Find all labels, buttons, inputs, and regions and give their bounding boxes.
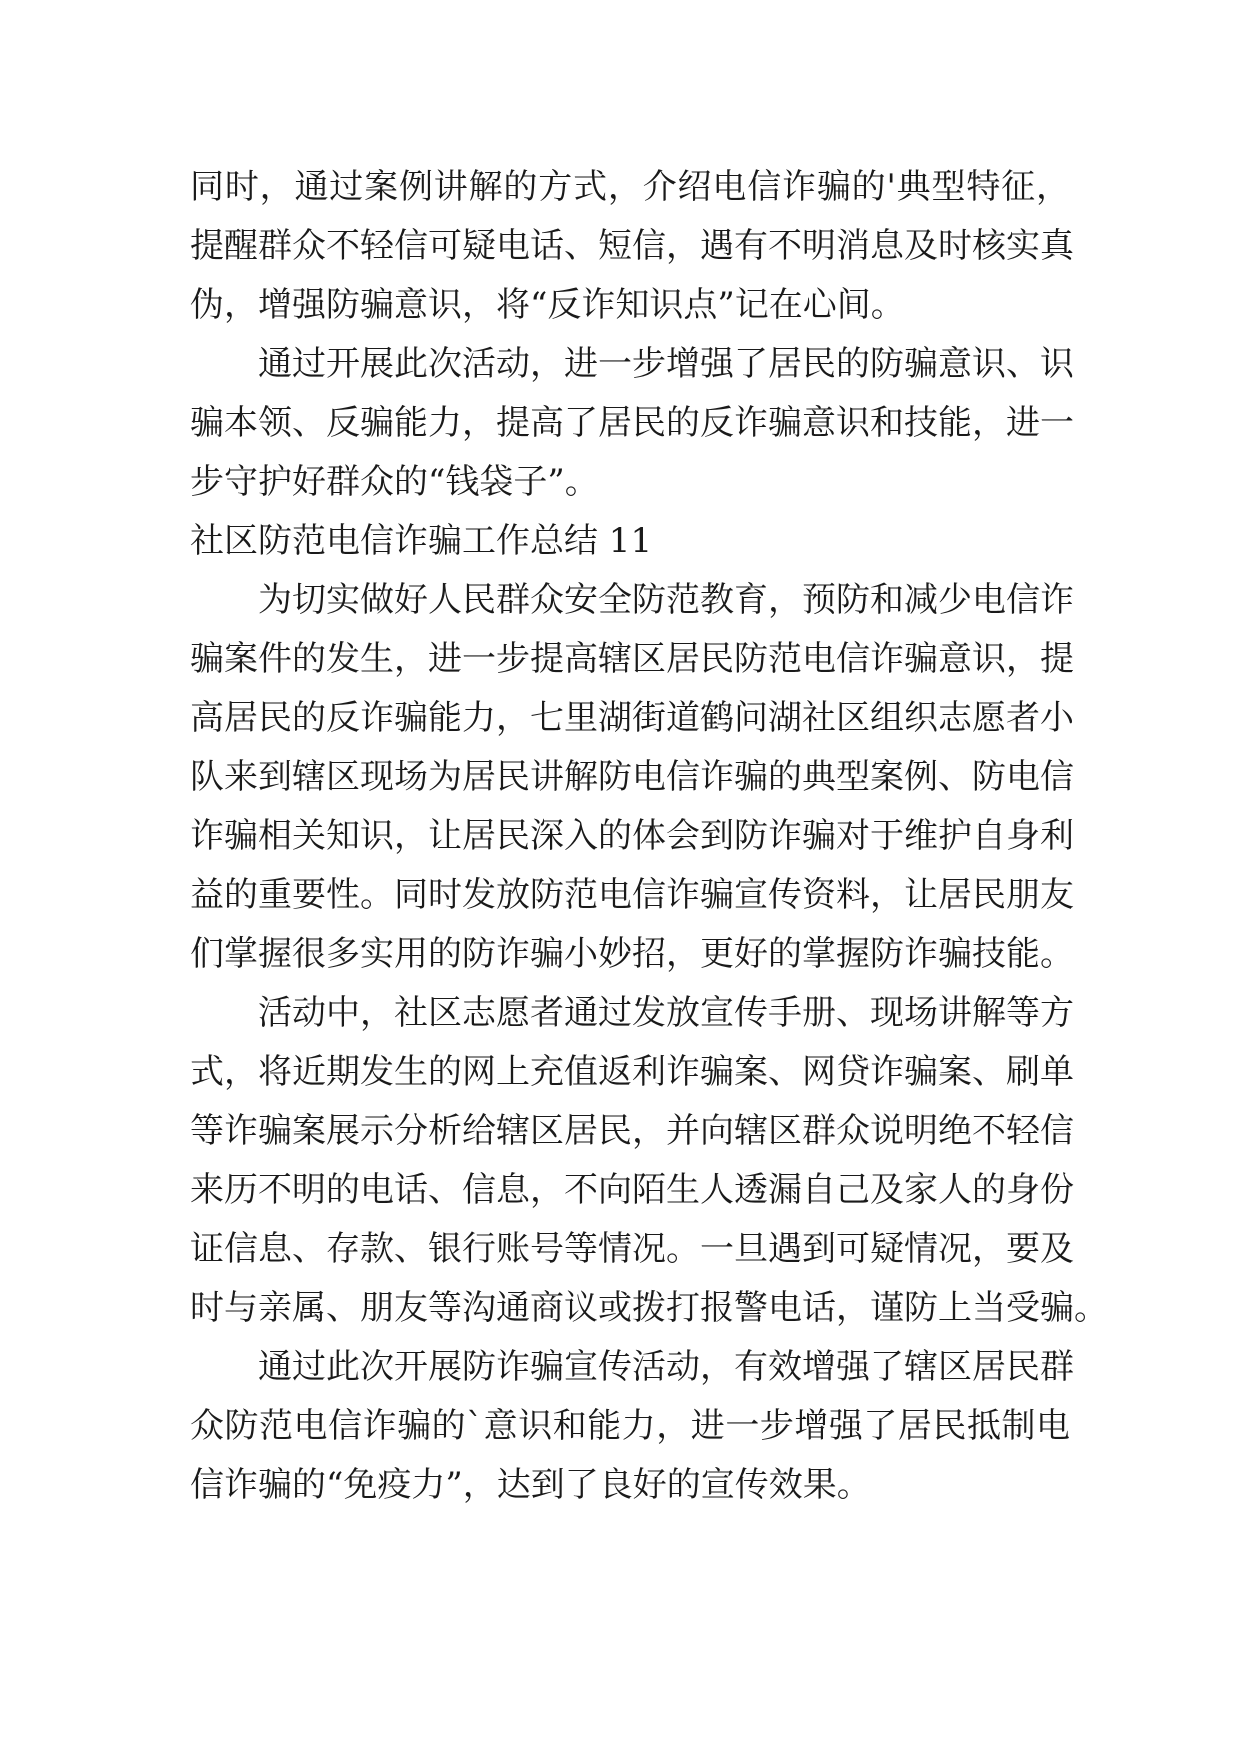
text-line: 步守护好群众的“钱袋子”。 [190,462,599,502]
text-line: 队来到辖区现场为居民讲解防电信诈骗的典型案例、防电信 [190,757,1074,797]
text-line: 益的重要性。同时发放防范电信诈骗宣传资料，让居民朋友 [190,875,1074,915]
text-line: 高居民的反诈骗能力，七里湖街道鹤问湖社区组织志愿者小 [190,698,1074,738]
paragraph-first-line: 通过开展此次活动，进一步增强了居民的防骗意识、识 [258,344,1074,384]
text-line: 骗本领、反骗能力，提高了居民的反诈骗意识和技能，进一 [190,403,1074,443]
section-heading: 社区防范电信诈骗工作总结 11 [190,521,653,561]
text-line: 众防范电信诈骗的`意识和能力，进一步增强了居民抵制电 [190,1406,1070,1446]
text-line: 提醒群众不轻信可疑电话、短信，遇有不明消息及时核实真 [190,226,1074,266]
text-line: 等诈骗案展示分析给辖区居民，并向辖区群众说明绝不轻信 [190,1111,1074,1151]
paragraph-first-line: 为切实做好人民群众安全防范教育，预防和减少电信诈 [258,580,1074,620]
text-line: 伪，增强防骗意识，将“反诈知识点”记在心间。 [190,285,905,325]
text-line: 来历不明的电话、信息，不向陌生人透漏自己及家人的身份 [190,1170,1074,1210]
text-line: 时与亲属、朋友等沟通商议或拨打报警电话，谨防上当受骗。 [190,1288,1108,1328]
text-line: 诈骗相关知识，让居民深入的体会到防诈骗对于维护自身利 [190,816,1074,856]
text-line: 证信息、存款、银行账号等情况。一旦遇到可疑情况，要及 [190,1229,1074,1269]
document-body [190,158,1108,1515]
text-line: 同时，通过案例讲解的方式，介绍电信诈骗的'典型特征， [190,167,1070,207]
paragraph-first-line: 活动中，社区志愿者通过发放宣传手册、现场讲解等方 [258,993,1074,1033]
text-line: 们掌握很多实用的防诈骗小妙招，更好的掌握防诈骗技能。 [190,934,1074,974]
text-line: 骗案件的发生，进一步提高辖区居民防范电信诈骗意识，提 [190,639,1074,679]
text-line: 信诈骗的“免疫力”，达到了良好的宣传效果。 [190,1465,871,1505]
paragraph-first-line: 通过此次开展防诈骗宣传活动，有效增强了辖区居民群 [258,1347,1074,1387]
text-line: 式，将近期发生的网上充值返利诈骗案、网贷诈骗案、刷单 [190,1052,1074,1092]
